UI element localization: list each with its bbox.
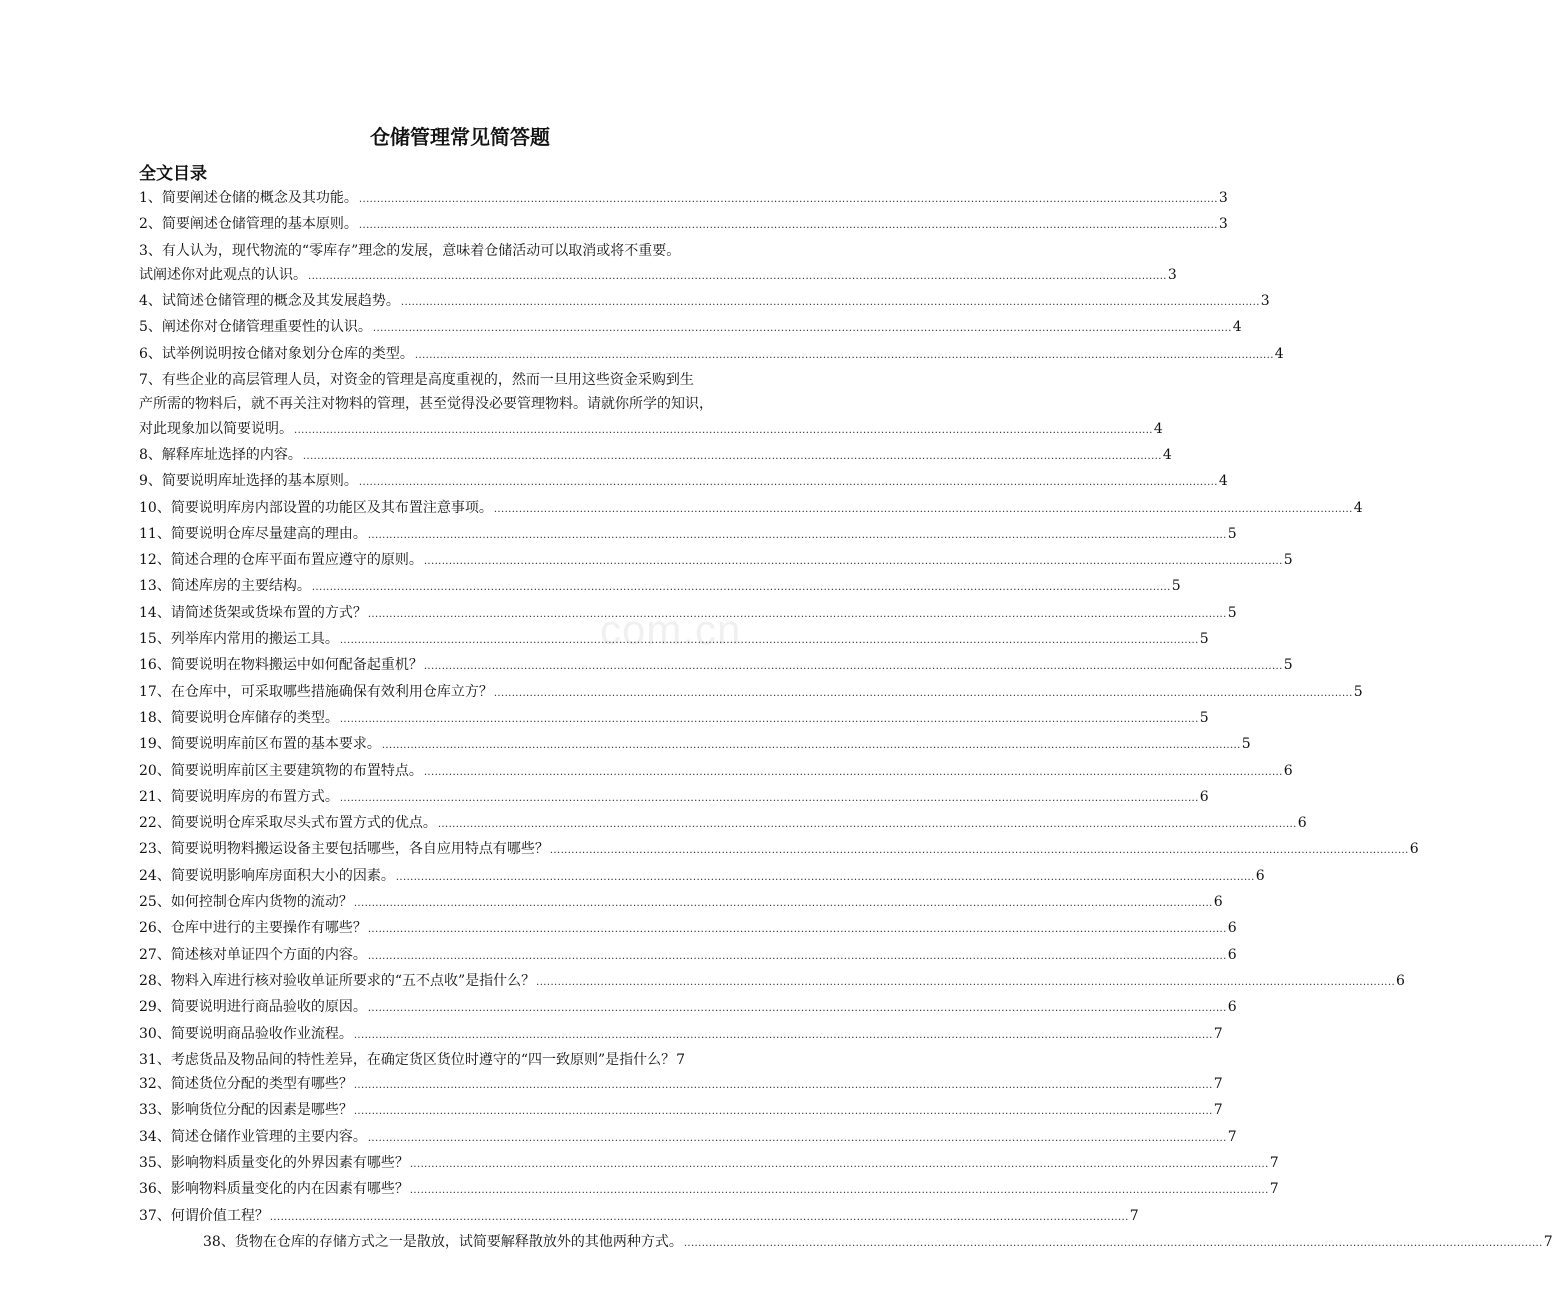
toc-page-number: 5 xyxy=(1199,631,1209,648)
toc-dot-leader: ................................................................................................................................................................................................................................................ xyxy=(367,529,1227,541)
toc-entry-line xyxy=(139,469,1228,495)
toc-entry-line xyxy=(139,239,780,263)
toc-entry-text: 38、货物在仓库的存储方式之一是散放，试简要解释散放外的其他两种方式。 xyxy=(203,1233,683,1250)
toc-entry-line xyxy=(139,574,1181,600)
toc-entry[interactable] xyxy=(139,995,1237,1021)
toc-entry[interactable] xyxy=(139,1048,780,1072)
toc-page-number: 5 xyxy=(1353,683,1363,700)
toc-page-number: 5 xyxy=(1283,657,1293,674)
toc-entry-text: 13、简述库房的主要结构。 xyxy=(139,578,311,595)
toc-entry[interactable] xyxy=(139,680,1363,706)
toc-page-number: 4 xyxy=(1218,473,1228,490)
toc-entry-line xyxy=(139,1072,1223,1098)
toc-entry[interactable] xyxy=(139,1151,1279,1177)
toc-entry-text: 23、简要说明物料搬运设备主要包括哪些，各自应用特点有哪些？ xyxy=(139,841,549,858)
toc-entry-line xyxy=(139,601,1237,627)
toc-entry-text: 21、简要说明库房的布置方式。 xyxy=(139,788,339,805)
toc-entry-line xyxy=(139,916,1237,942)
toc-entry-line xyxy=(139,212,1228,238)
toc-entry[interactable] xyxy=(139,342,1284,368)
toc-page-number: 6 xyxy=(1213,894,1223,911)
toc-page-number: 7 xyxy=(1213,1076,1223,1093)
toc-entry-line xyxy=(139,417,1163,443)
toc-entry-text: 11、简要说明仓库尽量建高的理由。 xyxy=(139,525,367,542)
toc-entry-line xyxy=(139,496,1363,522)
toc-entry-line xyxy=(139,289,1270,315)
toc-entry[interactable] xyxy=(139,601,1237,627)
toc-entry-line xyxy=(139,342,1284,368)
toc-entry-line xyxy=(139,1048,780,1072)
toc-entry[interactable] xyxy=(139,496,1363,522)
toc-entry[interactable] xyxy=(139,653,1293,679)
toc-dot-leader: ................................................................................................................................................................................................................................................ xyxy=(367,1132,1227,1144)
toc-entry[interactable] xyxy=(139,443,1172,469)
toc-entry-text: 35、影响物料质量变化的外界因素有哪些？ xyxy=(139,1154,409,1171)
toc-page-number: 5 xyxy=(1241,736,1251,753)
toc-dot-leader: ................................................................................................................................................................................................................................................ xyxy=(353,898,1213,910)
toc-page-number: 7 xyxy=(1213,1025,1223,1042)
toc-page-number: 5 xyxy=(1227,604,1237,621)
toc-entry[interactable] xyxy=(139,1098,1223,1124)
toc-page-number: 3 xyxy=(1218,216,1228,233)
toc-dot-leader: ................................................................................................................................................................................................................................................ xyxy=(437,819,1297,831)
toc-dot-leader: ................................................................................................................................................................................................................................................ xyxy=(358,477,1218,489)
document-title: 仓储管理常见简答题 xyxy=(370,125,550,149)
toc-entry-text: 28、物料入库进行核对验收单证所要求的“五不点收”是指什么？ xyxy=(139,972,536,989)
toc-entry[interactable] xyxy=(139,1022,1223,1048)
toc-entry-line xyxy=(139,943,1237,969)
toc-page-number: 3 xyxy=(1167,266,1177,283)
toc-dot-leader: ................................................................................................................................................................................................................................................ xyxy=(353,1106,1213,1118)
toc-entry-line xyxy=(139,680,1363,706)
toc-page-number: 7 xyxy=(676,1051,686,1068)
toc-page-number: 7 xyxy=(1543,1233,1553,1250)
toc-entry[interactable] xyxy=(139,706,1209,732)
toc-entry-text: 26、仓库中进行的主要操作有哪些？ xyxy=(139,920,367,937)
toc-page-number: 4 xyxy=(1232,319,1242,336)
toc-dot-leader: ................................................................................................................................................................................................................................................ xyxy=(409,1185,1269,1197)
toc-entry-text: 31、考虑货品及物品间的特性差异，在确定货区货位时遵守的“四一致原则”是指什么？ xyxy=(139,1051,676,1068)
toc-dot-leader: ................................................................................................................................................................................................................................................ xyxy=(353,1029,1213,1041)
toc-entry-text: 24、简要说明影响库房面积大小的因素。 xyxy=(139,867,395,884)
toc-entry[interactable] xyxy=(139,239,1177,290)
toc-dot-leader: ................................................................................................................................................................................................................................................ xyxy=(536,976,1396,988)
toc-entry-line xyxy=(139,443,1172,469)
toc-entry-text: 15、列举库内常用的搬运工具。 xyxy=(139,631,339,648)
toc-entry-line xyxy=(139,785,1209,811)
toc-entry[interactable] xyxy=(139,864,1265,890)
toc-entry[interactable] xyxy=(139,186,1228,212)
toc-entry[interactable] xyxy=(139,811,1307,837)
toc-dot-leader: ................................................................................................................................................................................................................................................ xyxy=(414,349,1274,361)
toc-page-number: 6 xyxy=(1255,867,1265,884)
toc-page-number: 6 xyxy=(1227,946,1237,963)
toc-dot-leader: ................................................................................................................................................................................................................................................ xyxy=(353,1080,1213,1092)
toc-dot-leader: ................................................................................................................................................................................................................................................ xyxy=(339,713,1199,725)
toc-page-number: 6 xyxy=(1199,788,1209,805)
toc-entry-line xyxy=(139,368,780,392)
toc-entry-line xyxy=(139,732,1251,758)
toc-entry-text: 14、请简述货架或货垛布置的方式？ xyxy=(139,604,367,621)
toc-entry[interactable] xyxy=(139,574,1181,600)
toc-dot-leader: ................................................................................................................................................................................................................................................ xyxy=(302,450,1162,462)
toc-entry[interactable] xyxy=(139,890,1223,916)
toc-entry[interactable] xyxy=(139,627,1209,653)
toc-entry-text: 18、简要说明仓库储存的类型。 xyxy=(139,709,339,726)
toc-entry-line xyxy=(139,627,1209,653)
toc-entry-text: 2、简要阐述仓储管理的基本原则。 xyxy=(139,216,358,233)
toc-entry-line xyxy=(139,1151,1279,1177)
toc-entry-line xyxy=(139,653,1293,679)
toc-page-number: 7 xyxy=(1269,1154,1279,1171)
toc-entry[interactable] xyxy=(139,1204,1139,1230)
toc-entry-line xyxy=(139,969,1405,995)
toc-entry-text: 33、影响货位分配的因素是哪些？ xyxy=(139,1102,353,1119)
toc-entry-text: 对此现象加以简要说明。 xyxy=(139,420,293,437)
toc-dot-leader: ................................................................................................................................................................................................................................................ xyxy=(358,194,1218,205)
toc-dot-leader: ................................................................................................................................................................................................................................................ xyxy=(294,424,1153,436)
toc-dot-leader: ................................................................................................................................................................................................................................................ xyxy=(367,608,1227,620)
toc-entry[interactable] xyxy=(139,548,1293,574)
toc-page-number: 6 xyxy=(1297,815,1307,832)
toc-dot-leader: ................................................................................................................................................................................................................................................ xyxy=(395,871,1255,883)
toc-page-number: 4 xyxy=(1353,499,1363,516)
toc-page-number: 4 xyxy=(1153,420,1163,437)
toc-entry-text: 32、简述货位分配的类型有哪些？ xyxy=(139,1076,353,1093)
toc-dot-leader: ................................................................................................................................................................................................................................................ xyxy=(493,503,1353,515)
toc-dot-leader: ................................................................................................................................................................................................................................................ xyxy=(423,661,1283,673)
toc-entry[interactable] xyxy=(139,732,1251,758)
toc-page-number: 6 xyxy=(1396,972,1405,989)
toc-page-number: 6 xyxy=(1227,920,1237,937)
toc-dot-leader: ................................................................................................................................................................................................................................................ xyxy=(367,1003,1227,1015)
toc-entry-text: 36、影响物料质量变化的内在因素有哪些？ xyxy=(139,1181,409,1198)
toc-page-number: 5 xyxy=(1199,709,1209,726)
toc-entry[interactable] xyxy=(139,969,1405,995)
toc-dot-leader: ................................................................................................................................................................................................................................................ xyxy=(423,556,1283,568)
toc-entry-line xyxy=(139,1204,1139,1230)
toc-dot-leader: ................................................................................................................................................................................................................................................ xyxy=(367,950,1227,962)
toc-entry[interactable] xyxy=(139,759,1293,785)
toc-dot-leader: ................................................................................................................................................................................................................................................ xyxy=(358,220,1218,232)
toc-entry-line xyxy=(139,759,1293,785)
toc-entry-text: 37、何谓价值工程？ xyxy=(139,1207,269,1224)
toc-entry-line xyxy=(139,995,1237,1021)
toc-entry[interactable] xyxy=(139,837,1419,863)
toc-entry-line xyxy=(139,864,1265,890)
toc-dot-leader: ................................................................................................................................................................................................................................................ xyxy=(311,582,1171,594)
toc-entry-text: 19、简要说明库前区布置的基本要求。 xyxy=(139,736,381,753)
toc-entry-text: 25、如何控制仓库内货物的流动？ xyxy=(139,894,353,911)
toc-entry-text: 4、试简述仓储管理的概念及其发展趋势。 xyxy=(139,293,400,310)
toc-entry-text: 22、简要说明仓库采取尽头式布置方式的优点。 xyxy=(139,815,437,832)
toc-entry-text: 7、有些企业的高层管理人员，对资金的管理是高度重视的，然而一旦用这些资金采购到生 xyxy=(139,372,694,389)
toc-entry-text: 8、解释库址选择的内容。 xyxy=(139,446,302,463)
toc-entry-text: 5、阐述你对仓储管理重要性的认识。 xyxy=(139,319,372,336)
toc-dot-leader: ................................................................................................................................................................................................................................................ xyxy=(549,845,1409,857)
toc-dot-leader: ................................................................................................................................................................................................................................................ xyxy=(339,635,1199,647)
toc-entry-text: 17、在仓库中，可采取哪些措施确保有效利用仓库立方？ xyxy=(139,683,493,700)
toc-page-number: 6 xyxy=(1409,841,1419,858)
toc-dot-leader: ................................................................................................................................................................................................................................................ xyxy=(400,297,1260,309)
toc-entry-text: 试阐述你对此观点的认识。 xyxy=(139,266,307,283)
toc-entry-line xyxy=(139,548,1293,574)
toc-page-number: 3 xyxy=(1260,293,1270,310)
toc-entry-text: 9、简要说明库址选择的基本原则。 xyxy=(139,473,358,490)
toc-page-number: 4 xyxy=(1162,446,1172,463)
toc-dot-leader: ................................................................................................................................................................................................................................................ xyxy=(367,924,1227,936)
toc-page-number: 7 xyxy=(1269,1181,1279,1198)
toc-entry[interactable] xyxy=(139,315,1242,341)
toc-dot-leader: ................................................................................................................................................................................................................................................ xyxy=(269,1211,1129,1223)
toc-entry-line xyxy=(139,315,1242,341)
toc-entry-line xyxy=(139,1098,1223,1124)
toc-dot-leader: ................................................................................................................................................................................................................................................ xyxy=(339,792,1199,804)
toc-page-number: 7 xyxy=(1227,1128,1237,1145)
toc-page-number: 5 xyxy=(1283,552,1293,569)
toc-page-number: 3 xyxy=(1218,190,1228,206)
toc-entry-line xyxy=(139,1022,1223,1048)
toc-entry[interactable] xyxy=(139,469,1228,495)
toc-entry[interactable] xyxy=(139,289,1270,315)
toc-entry[interactable] xyxy=(139,1072,1223,1098)
toc-page-number: 4 xyxy=(1274,345,1284,362)
watermark: com.cn xyxy=(600,606,742,653)
toc-dot-leader: ................................................................................................................................................................................................................................................ xyxy=(423,766,1283,778)
toc-entry-line xyxy=(139,811,1307,837)
toc-entry[interactable] xyxy=(139,916,1237,942)
toc-page-number: 7 xyxy=(1213,1102,1223,1119)
toc-entry-line xyxy=(139,392,780,416)
toc-entry-line xyxy=(139,706,1209,732)
toc-page-number: 6 xyxy=(1283,762,1293,779)
toc-entry-line xyxy=(139,1177,1279,1203)
toc-entry-text: 6、试举例说明按仓储对象划分仓库的类型。 xyxy=(139,345,414,362)
toc-entry-text: 16、简要说明在物料搬运中如何配备起重机？ xyxy=(139,657,423,674)
toc-entry[interactable] xyxy=(139,785,1209,811)
toc-entry-text: 29、简要说明进行商品验收的原因。 xyxy=(139,999,367,1016)
toc-entry-line xyxy=(139,522,1237,548)
toc-entry[interactable] xyxy=(139,1177,1279,1203)
toc-entry[interactable] xyxy=(139,212,1228,238)
toc-page-number: 7 xyxy=(1129,1207,1139,1224)
toc-page-number: 6 xyxy=(1227,999,1237,1016)
toc-entry-line xyxy=(139,1125,1237,1151)
toc-entry-text: 3、有人认为，现代物流的“零库存”理念的发展，意味着仓储活动可以取消或将不重要。 xyxy=(139,242,681,259)
table-of-contents xyxy=(139,186,1553,1256)
toc-entry-text: 20、简要说明库前区主要建筑物的布置特点。 xyxy=(139,762,423,779)
toc-entry-text: 12、简述合理的仓库平面布置应遵守的原则。 xyxy=(139,552,423,569)
toc-entry-line xyxy=(139,1230,1553,1256)
toc-entry-line xyxy=(139,263,1177,289)
toc-entry[interactable] xyxy=(139,522,1237,548)
toc-entry-line xyxy=(139,186,1228,212)
toc-entry[interactable] xyxy=(139,368,1163,443)
toc-dot-leader: ................................................................................................................................................................................................................................................ xyxy=(683,1237,1543,1249)
toc-page-number: 5 xyxy=(1171,578,1181,595)
toc-entry-line xyxy=(139,890,1223,916)
toc-page-number: 5 xyxy=(1227,525,1237,542)
toc-entry[interactable] xyxy=(139,943,1237,969)
toc-entry[interactable] xyxy=(139,1125,1237,1151)
toc-entry-text: 产所需的物料后，就不再关注对物料的管理，甚至觉得没必要管理物料。请就你所学的知识， xyxy=(139,396,713,413)
toc-dot-leader: ................................................................................................................................................................................................................................................ xyxy=(381,740,1241,752)
toc-entry-text: 10、简要说明库房内部设置的功能区及其布置注意事项。 xyxy=(139,499,493,516)
toc-dot-leader: ................................................................................................................................................................................................................................................ xyxy=(372,323,1232,335)
toc-entry-text: 30、简要说明商品验收作业流程。 xyxy=(139,1025,353,1042)
toc-entry-text: 1、简要阐述仓储的概念及其功能。 xyxy=(139,190,358,206)
toc-dot-leader: ................................................................................................................................................................................................................................................ xyxy=(308,270,1167,282)
toc-entry-text: 27、简述核对单证四个方面的内容。 xyxy=(139,946,367,963)
toc-entry[interactable] xyxy=(139,1230,1553,1256)
toc-entry-line xyxy=(139,837,1419,863)
toc-dot-leader: ................................................................................................................................................................................................................................................ xyxy=(409,1158,1269,1170)
toc-dot-leader: ................................................................................................................................................................................................................................................ xyxy=(493,687,1353,699)
toc-entry-text: 34、简述仓储作业管理的主要内容。 xyxy=(139,1128,367,1145)
toc-heading: 全文目录 xyxy=(139,164,207,184)
